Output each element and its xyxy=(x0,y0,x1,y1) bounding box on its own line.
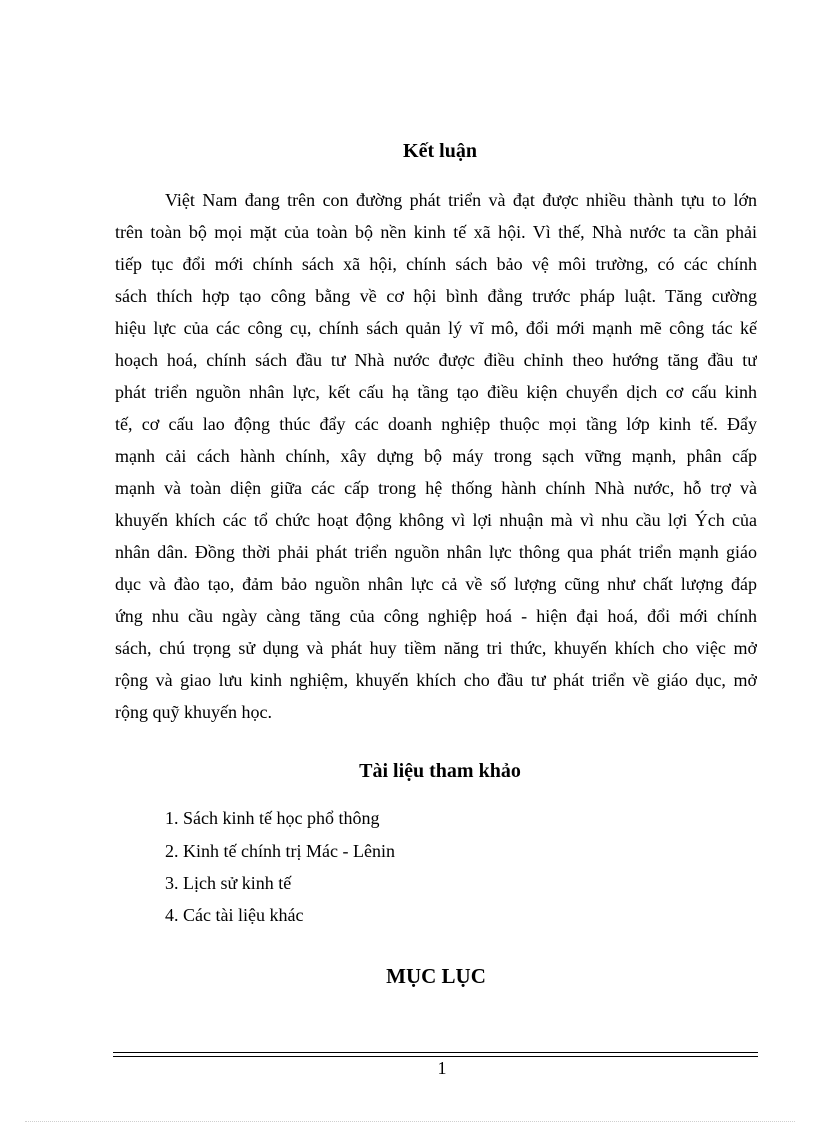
paragraph-line: khuyến khích các tổ chức hoạt động không vì lợi nhuận mà vì nhu cầu lợi Ých của xyxy=(115,510,757,530)
conclusion-heading: Kết luận xyxy=(403,140,477,162)
references-heading: Tài liệu tham khảo xyxy=(359,760,521,782)
paragraph-line: mạnh và toàn diện giữa các cấp trong hệ thống hành chính Nhà nước, hỗ trợ và xyxy=(115,478,757,498)
reference-item: 1. Sách kinh tế học phổ thông xyxy=(165,808,380,828)
paragraph-line: dục và đào tạo, đảm bảo nguồn nhân lực cả về số lượng cũng như chất lượng đáp xyxy=(115,574,757,594)
paragraph-line: hiệu lực của các công cụ, chính sách quản lý vĩ mô, đổi mới mạnh mẽ công tác kế xyxy=(115,318,757,338)
footer-rule xyxy=(113,1056,758,1057)
paragraph-line: tiếp tục đổi mới chính sách xã hội, chính sách bảo vệ môi trường, có các chính xyxy=(115,254,757,274)
paragraph-line: trên toàn bộ mọi mặt của toàn bộ nền kinh tế xã hội. Vì thế, Nhà nước ta cần phải xyxy=(115,222,757,242)
paragraph-line: ứng nhu cầu ngày càng tăng của công nghiệp hoá - hiện đại hoá, đổi mới chính xyxy=(115,606,757,626)
page-boundary-divider xyxy=(25,1121,795,1122)
paragraph-line: rộng và giao lưu kinh nghiệm, khuyến khích cho đầu tư phát triển về giáo dục, mở xyxy=(115,670,757,690)
reference-item: 3. Lịch sử kinh tế xyxy=(165,873,292,893)
paragraph-line: rộng quỹ khuyến học. xyxy=(115,702,272,722)
paragraph-line: Việt Nam đang trên con đường phát triển và đạt được nhiều thành tựu to lớn xyxy=(165,190,757,210)
paragraph-line: sách, chú trọng sử dụng và phát huy tiềm năng tri thức, khuyến khích cho việc mở xyxy=(115,638,757,658)
paragraph-line: tế, cơ cấu lao động thúc đẩy các doanh nghiệp thuộc mọi tầng lớp kinh tế. Đẩy xyxy=(115,414,757,434)
footer-rule xyxy=(113,1052,758,1053)
toc-heading: MỤC LỤC xyxy=(386,964,486,988)
page-number: 1 xyxy=(437,1058,447,1078)
paragraph-line: hoạch hoá, chính sách đầu tư Nhà nước được điều chỉnh theo hướng tăng đầu tư xyxy=(115,350,757,370)
paragraph-line: phát triển nguồn nhân lực, kết cấu hạ tầng tạo điều kiện chuyển dịch cơ cấu kinh xyxy=(115,382,757,402)
reference-item: 4. Các tài liệu khác xyxy=(165,905,304,925)
paragraph-line: nhân dân. Đồng thời phải phát triển nguồn nhân lực thông qua phát triển mạnh giáo xyxy=(115,542,757,562)
paragraph-line: sách thích hợp tạo công bằng về cơ hội bình đẳng trước pháp luật. Tăng cường xyxy=(115,286,757,306)
paragraph-line: mạnh cải cách hành chính, xây dựng bộ máy trong sạch vững mạnh, phân cấp xyxy=(115,446,757,466)
reference-item: 2. Kinh tế chính trị Mác - Lênin xyxy=(165,841,395,861)
